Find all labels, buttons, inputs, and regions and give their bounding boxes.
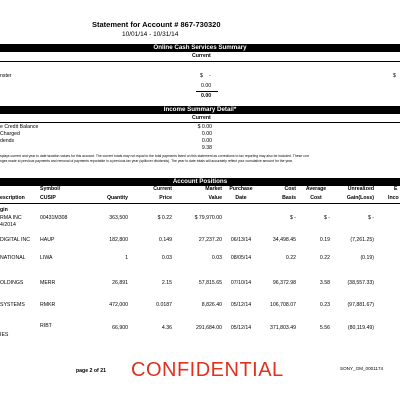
col-income-1: E bbox=[394, 186, 398, 192]
col-purchase-date-1: Purchase bbox=[229, 186, 253, 192]
divider bbox=[0, 203, 400, 204]
income-row-label: e Credit Balance bbox=[0, 124, 39, 130]
position-average-cost: 0.22 bbox=[319, 255, 330, 261]
divider bbox=[0, 122, 400, 123]
position-description: RMA INC bbox=[0, 215, 22, 221]
position-quantity: 26,891 bbox=[112, 280, 128, 286]
position-quantity: 182,800 bbox=[109, 237, 128, 243]
position-average-cost: $ - bbox=[323, 215, 330, 221]
position-quantity: 66,900 bbox=[112, 325, 128, 331]
position-price: 0.0187 bbox=[156, 302, 172, 308]
position-purchase-date: 08/05/14 bbox=[230, 255, 252, 261]
cash-row-value: - bbox=[209, 73, 211, 79]
col-price-2: Price bbox=[159, 195, 172, 201]
col-unrealized-1: Unrealized bbox=[347, 186, 374, 192]
position-cost-basis: 0.22 bbox=[285, 255, 296, 261]
position-unrealized: (38,557.33) bbox=[347, 280, 374, 286]
col-price-1: Current bbox=[153, 186, 172, 192]
col-symbol: Symbol/ bbox=[40, 186, 61, 192]
position-cost-basis: 34,498.45 bbox=[272, 237, 296, 243]
statement-title: Statement for Account # 867-730320 bbox=[92, 20, 221, 29]
col-market-value-2: Value bbox=[208, 195, 222, 201]
income-row-label: dends bbox=[0, 138, 15, 144]
position-symbol: RIBT bbox=[40, 323, 52, 329]
position-symbol: LIWA bbox=[40, 255, 53, 261]
position-average-cost: 5.56 bbox=[319, 325, 330, 331]
col-market-value-1: Market bbox=[205, 186, 222, 192]
position-unrealized: (0.19) bbox=[360, 255, 374, 261]
cash-current-col: Current bbox=[192, 53, 211, 59]
position-price: 2.15 bbox=[161, 280, 172, 286]
col-average-cost-1: Average bbox=[305, 186, 327, 192]
income-row-value: 0.00 bbox=[201, 131, 212, 137]
group-label: gin bbox=[0, 207, 8, 213]
cash-row-value: 0.00 bbox=[201, 83, 212, 89]
position-market-value: 0.03 bbox=[211, 255, 222, 261]
income-current-col: Current bbox=[192, 115, 211, 121]
col-cost-basis-1: Cost bbox=[284, 186, 296, 192]
position-unrealized: (7,261.25) bbox=[350, 237, 374, 243]
position-market-value: 291,684.00 bbox=[196, 325, 222, 331]
position-description: DIGITAL INC bbox=[0, 237, 30, 243]
col-purchase-date-2: Date bbox=[235, 195, 247, 201]
position-price: $ 0.22 bbox=[157, 215, 172, 221]
position-market-value: 57,815.65 bbox=[198, 280, 222, 286]
position-unrealized: (80,119.49) bbox=[347, 325, 374, 331]
position-price: 4.36 bbox=[161, 325, 172, 331]
position-market-value: 27,237.20 bbox=[198, 237, 222, 243]
income-row-value: $ 0.00 bbox=[197, 124, 212, 130]
col-cusip: CUSIP bbox=[40, 195, 56, 201]
cash-row-currency-ytd: $ bbox=[393, 73, 396, 79]
position-average-cost: 0.19 bbox=[319, 237, 330, 243]
col-average-cost-2: Cost bbox=[310, 195, 322, 201]
position-cost-basis: $ - bbox=[289, 215, 296, 221]
position-purchase-date: 05/12/14 bbox=[230, 325, 252, 331]
position-description-2: IES bbox=[0, 332, 9, 338]
col-description: escription bbox=[0, 195, 25, 201]
position-purchase-date: 05/12/14 bbox=[230, 302, 252, 308]
income-footnote-line2: nges made to previous payments and removal of payments reportable in a previous tax year (spillover dividends). The year to date totals will accurately reflect your cumulative amount for the year. bbox=[0, 159, 293, 163]
position-description: OLDINGS bbox=[0, 280, 24, 286]
position-purchase-date: 06/13/14 bbox=[230, 237, 252, 243]
cash-summary-header: Online Cash Services Summary bbox=[0, 44, 400, 52]
position-symbol: MERR bbox=[40, 280, 56, 286]
position-average-cost: 0.23 bbox=[319, 302, 330, 308]
income-total-value: 9.38 bbox=[201, 145, 212, 151]
divider bbox=[0, 61, 400, 62]
position-description: SYSTEMS bbox=[0, 302, 25, 308]
position-unrealized: (97,881.67) bbox=[347, 302, 374, 308]
position-price: 0.03 bbox=[161, 255, 172, 261]
position-market-value: 8,826.40 bbox=[201, 302, 222, 308]
position-description: NATIONAL bbox=[0, 255, 26, 261]
position-quantity: 1 bbox=[125, 255, 128, 261]
position-symbol: 00431M308 bbox=[40, 215, 68, 221]
position-quantity: 363,500 bbox=[109, 215, 128, 221]
position-purchase-date: 07/10/14 bbox=[230, 280, 252, 286]
col-quantity: Quantity bbox=[106, 195, 128, 201]
cash-row-currency: $ bbox=[200, 73, 203, 79]
position-cost-basis: 106,708.07 bbox=[270, 302, 296, 308]
income-row-label: Charged bbox=[0, 131, 20, 137]
cash-total-value: 0.00 bbox=[201, 93, 212, 99]
income-row-value: 0.00 bbox=[201, 138, 212, 144]
position-description-2: 4/2014 bbox=[0, 222, 16, 228]
col-unrealized-2: Gain(Loss) bbox=[346, 195, 374, 201]
position-price: 0.149 bbox=[159, 237, 172, 243]
cash-row-label: nster bbox=[0, 73, 12, 79]
position-cost-basis: 371,803.49 bbox=[270, 325, 296, 331]
position-symbol: HAUP bbox=[40, 237, 55, 243]
income-footnote-line1: splays current and year to date taxation values for this account. The current totals may not equal to the total payments listed on this statement as corrections to tax reporting may also be included. These corr bbox=[0, 154, 309, 158]
positions-header: Account Positions bbox=[0, 178, 400, 186]
col-income-2: Inco bbox=[388, 195, 399, 201]
position-symbol: RMKR bbox=[40, 302, 56, 308]
bates-number: SONY_GM_0001174 bbox=[340, 366, 384, 371]
statement-period: 10/01/14 - 10/31/14 bbox=[122, 31, 179, 38]
position-average-cost: 3.58 bbox=[319, 280, 330, 286]
col-cost-basis-2: Basis bbox=[282, 195, 296, 201]
page-number: page 2 of 21 bbox=[76, 368, 106, 374]
position-unrealized: $ - bbox=[367, 215, 374, 221]
position-quantity: 472,000 bbox=[109, 302, 128, 308]
position-cost-basis: 96,372.98 bbox=[272, 280, 296, 286]
total-rule bbox=[196, 91, 218, 92]
position-market-value: $ 79,970.00 bbox=[194, 215, 222, 221]
income-summary-header: Income Summary Detail* bbox=[0, 106, 400, 114]
confidential-stamp: CONFIDENTIAL bbox=[131, 359, 284, 381]
